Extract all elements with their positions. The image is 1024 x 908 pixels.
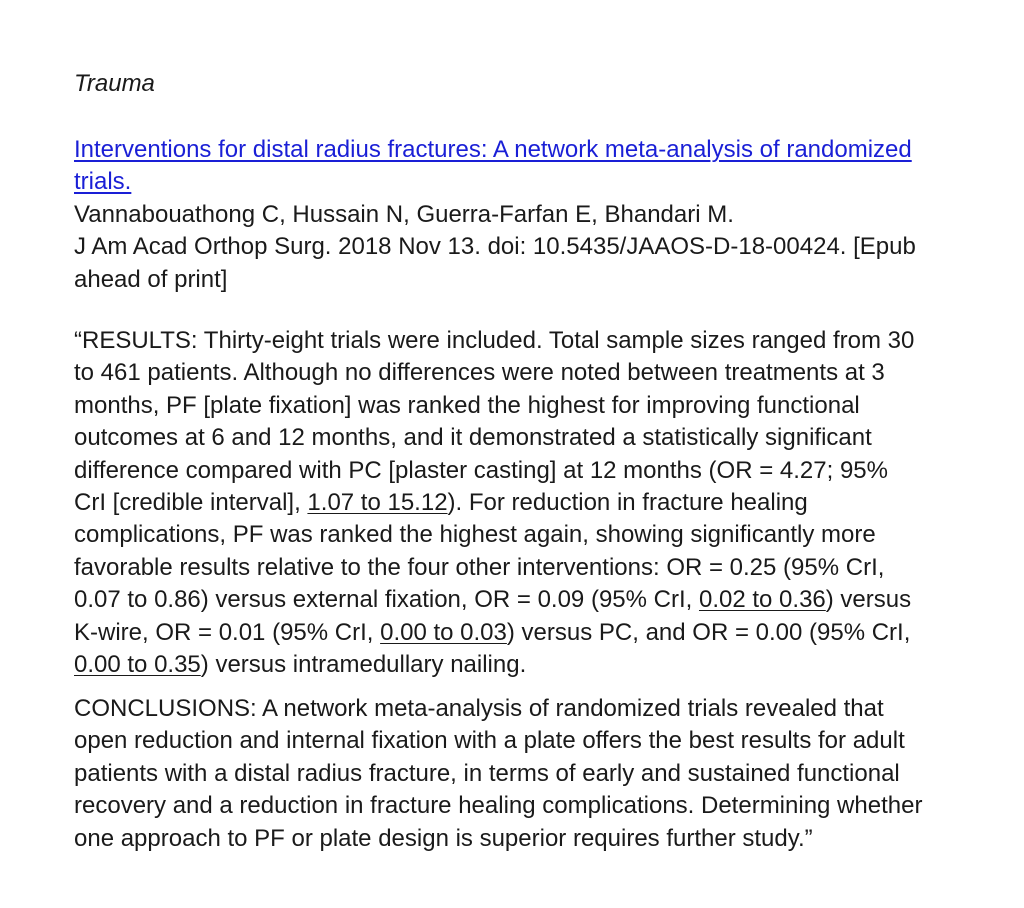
results-line (74, 584, 984, 616)
results-line (74, 487, 984, 519)
results-text: ) versus (825, 586, 912, 614)
results-paragraph (74, 325, 984, 681)
results-line: complications, PF was ranked the highest again, showing significantly more (74, 521, 876, 549)
underlined-interval: 0.00 to 0.03 (380, 618, 507, 646)
results-line: favorable results relative to the four other interventions: OR = 0.25 (95% CrI, (74, 553, 885, 581)
conclusions-line: CONCLUSIONS: A network meta-analysis of randomized trials revealed that (74, 695, 884, 722)
conclusions-paragraph (74, 693, 984, 855)
article-citation-line-1: J Am Acad Orthop Surg. 2018 Nov 13. doi: 10.5435/JAAOS-D-18-00424. [Epub (74, 233, 916, 261)
conclusions-line: recovery and a reduction in fracture healing complications. Determining whether (74, 792, 923, 820)
conclusions-line: open reduction and internal fixation with a plate offers the best results for adult (74, 727, 905, 755)
article-title[interactable] (74, 134, 984, 199)
results-text: ) versus PC, and OR = 0.00 (95% CrI, (506, 618, 911, 646)
results-text: K-wire, OR = 0.01 (95% CrI, (74, 618, 381, 646)
results-line: difference compared with PC [plaster casting] at 12 months (OR = 4.27; 95% (74, 456, 888, 484)
results-text: ) versus intramedullary nailing. (200, 651, 527, 679)
article-title-link-line-1[interactable]: Interventions for distal radius fractures: A network meta-analysis of randomized (74, 136, 912, 163)
section-label: Trauma (74, 70, 155, 97)
conclusions-line: one approach to PF or plate design is superior requires further study.” (74, 824, 813, 852)
article-citation-line-2: ahead of print] (74, 265, 228, 293)
results-line: outcomes at 6 and 12 months, and it demonstrated a statistically significant (74, 424, 872, 452)
results-text: CrI [credible interval], (74, 489, 308, 517)
underlined-interval: 0.00 to 0.35 (74, 651, 201, 679)
article-title-link-line-2[interactable]: trials. (74, 168, 132, 196)
results-line: months, PF [plate fixation] was ranked the highest for improving functional (74, 391, 860, 419)
results-text: 0.07 to 0.86) versus external fixation, OR = 0.09 (95% CrI, (74, 586, 699, 614)
results-line (74, 617, 984, 649)
results-line: “RESULTS: Thirty-eight trials were included. Total sample sizes ranged from 30 (74, 327, 915, 354)
underlined-interval: 1.07 to 15.12 (307, 489, 448, 517)
underlined-interval: 0.02 to 0.36 (698, 586, 826, 614)
article-meta (74, 199, 984, 296)
results-text: ). For reduction in fracture healing (447, 489, 808, 517)
results-line (74, 649, 984, 681)
results-line: to 461 patients. Although no differences were noted between treatments at 3 (74, 359, 885, 387)
article-authors: Vannabouathong C, Hussain N, Guerra-Farfan E, Bhandari M. (74, 201, 734, 228)
conclusions-line: patients with a distal radius fracture, in terms of early and sustained functional (74, 759, 900, 787)
